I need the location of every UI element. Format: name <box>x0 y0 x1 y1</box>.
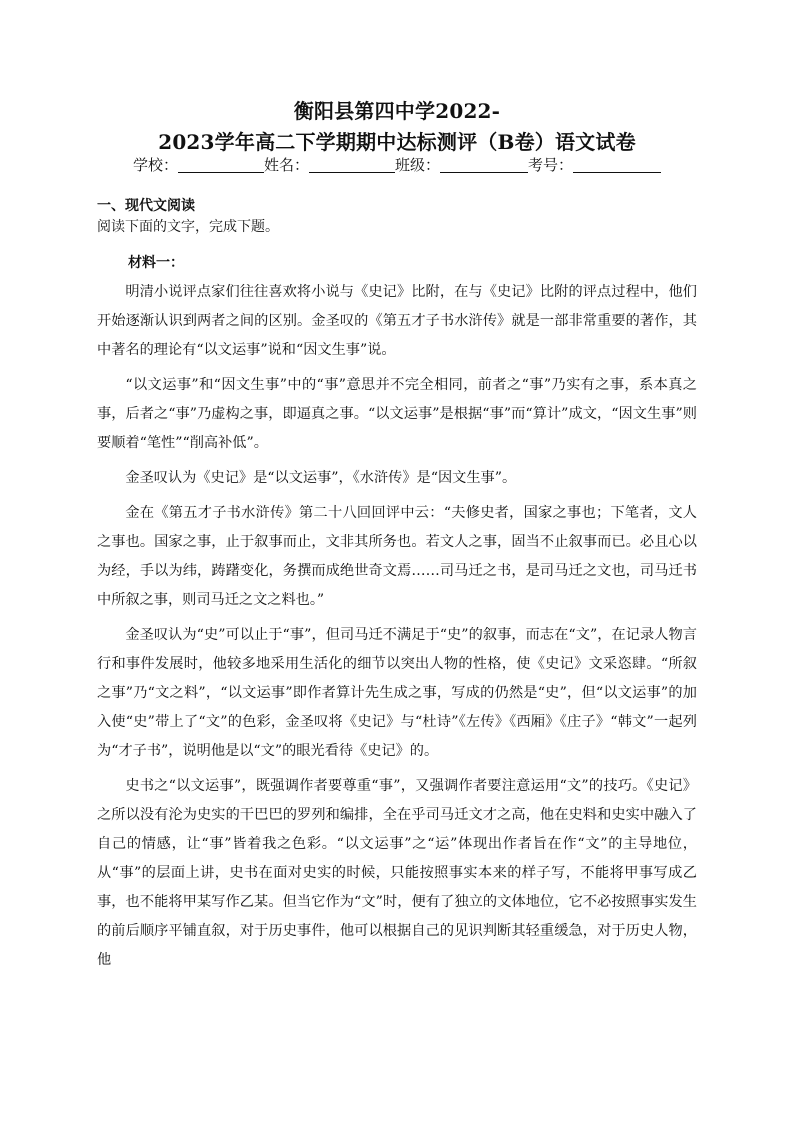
passage-paragraph: 明清小说评点家们往往喜欢将小说与《史记》比附，在与《史记》比附的评点过程中，他们开始逐渐认识到两者之间的区别。金圣叹的《第五才子书水浒传》就是一部非常重要的著作，其中著名的理论有“以文运事”说和“因文生事”说。 <box>97 284 697 358</box>
passage-paragraph: 史书之“以文运事”，既强调作者要尊重“事”，又强调作者要注意运用“文”的技巧。《史记》之所以没有沦为史实的干巴巴的罗列和编排，全在乎司马迁文才之高，他在史料和史实中融入了自己的情感，让“事”皆着我之色彩。“以文运事”之“运”体现出作者旨在作“文”的主导地位，从“事”的层面上讲，史书在面对史实的时候，只能按照事实本来的样子写，不能将甲事写成乙事，也不能将甲某写作乙某。但当它作为“文”时，便有了独立的文体地位，它不必按照事实发生的前后顺序平铺直叙，对于历史事件，他可以根据自己的见识判断其轻重缓急，对于历史人物，他 <box>97 778 697 968</box>
class-label: 班级： <box>395 156 441 174</box>
school-label: 学校： <box>132 156 178 174</box>
passage-paragraph: 金圣叹认为“史”可以止于“事”，但司马迁不满足于“史”的叙事，而志在“文”，在记录人物言行和事件发展时，他较多地采用生活化的细节以突出人物的性格，使《史记》文采恣肆。“所叙之事”乃“文之料”，“以文运事”即作者算计先生成之事，写成的仍然是“史”，但“以文运事”的加入使“史”带上了“文”的色彩，金圣叹将《史记》与“杜诗”《左传》《西厢》《庄子》“韩文”一起列为“才子书”，说明他是以“文”的眼光看待《史记》的。 <box>97 627 697 759</box>
exam-title-line1: 衡阳县第四中学2022- <box>293 99 501 123</box>
school-blank[interactable] <box>178 157 264 173</box>
section-heading: 一、现代文阅读 <box>97 198 195 214</box>
section-instruction: 阅读下面的文字，完成下题。 <box>97 219 279 235</box>
exam-no-blank[interactable] <box>573 157 661 173</box>
passage-paragraph: 金圣叹认为《史记》是“以文运事”，《水浒传》是“因文生事”。 <box>125 470 517 486</box>
name-blank[interactable] <box>309 157 395 173</box>
passage-paragraph: “以文运事”和“因文生事”中的“事”意思并不完全相同，前者之“事”乃实有之事，系本真之事，后者之“事”乃虚构之事，即逼真之事。“以文运事”是根据“事”而“算计”成文，“因文生事”则要顺着“笔性”“削高补低”。 <box>97 377 697 451</box>
reading-passage <box>97 278 697 981</box>
student-info-line <box>0 154 794 175</box>
material-label: 材料一： <box>128 255 184 271</box>
class-blank[interactable] <box>440 157 528 173</box>
exam-title-line2: 2023学年高二下学期期中达标测评（B卷）语文试卷 <box>158 130 636 154</box>
exam-no-label: 考号： <box>528 156 574 174</box>
passage-paragraph: 金在《第五才子书水浒传》第二十八回回评中云：“夫修史者，国家之事也；下笔者，文人之事也。国家之事，止于叙事而止，文非其所务也。若文人之事，固当不止叙事而已。必且心以为经，手以为纬，踌躇变化，务撰而成绝世奇文焉……司马迁之书，是司马迁之文也，司马迁书中所叙之事，则司马迁之文之料也。” <box>97 505 697 608</box>
name-label: 姓名： <box>263 156 309 174</box>
